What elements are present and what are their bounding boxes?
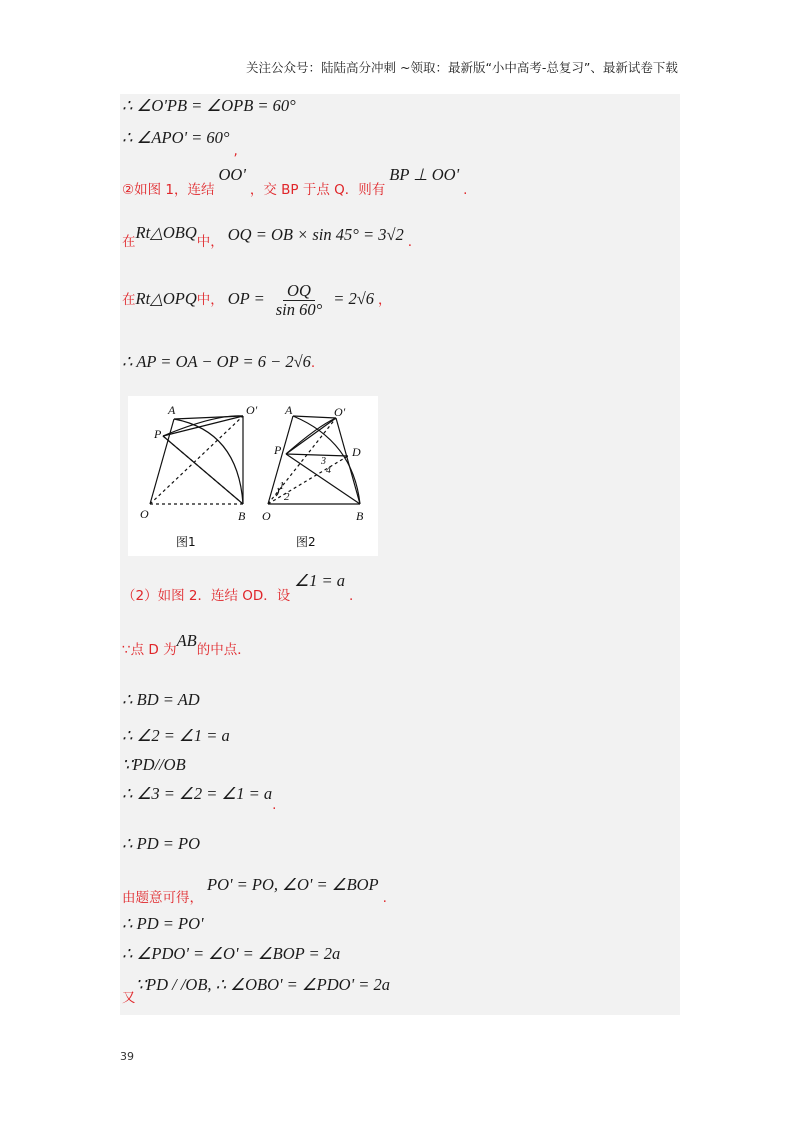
solution-body bbox=[120, 94, 680, 1015]
line-angle-apo bbox=[122, 128, 238, 159]
fig2-label-a: A bbox=[285, 403, 293, 417]
punct: . bbox=[382, 890, 387, 906]
fig2-label-2: 2 bbox=[284, 491, 290, 503]
line-angle-opb: ∴ ∠O'PB = ∠OPB = 60° bbox=[122, 96, 296, 115]
line-angle3 bbox=[122, 784, 277, 813]
line-connect-oo bbox=[122, 165, 468, 199]
math-rt-obq: Rt△OBQ bbox=[135, 223, 197, 242]
fig2-label-1: 1 bbox=[279, 480, 285, 492]
math-angle1: ∠1 = a bbox=[294, 571, 345, 590]
fig2-label-3: 3 bbox=[321, 456, 326, 467]
fig2-pd-line bbox=[286, 454, 348, 456]
geometry-figures bbox=[128, 396, 378, 556]
text: 又 bbox=[122, 990, 136, 1006]
fig2-ob-prime-line bbox=[336, 418, 360, 504]
line-rt-opq bbox=[122, 282, 392, 319]
fig1-arc-ab bbox=[174, 419, 243, 504]
fig1-pb-line bbox=[163, 436, 243, 504]
math-obo: ∵PD / /OB, ∴ ∠OBO' = ∠PDO' = 2a bbox=[135, 975, 391, 994]
line-connect-od bbox=[122, 571, 354, 605]
line-ap bbox=[122, 352, 315, 372]
text: ②如图 1，连结 bbox=[122, 182, 215, 198]
denominator: sin 60° bbox=[275, 300, 323, 319]
fig2-caption: 图2 bbox=[296, 535, 316, 549]
fig2-po-prime-line bbox=[286, 418, 336, 454]
math-op: OP = bbox=[227, 289, 265, 309]
math-oo: OO' bbox=[218, 165, 246, 184]
punct: . bbox=[272, 797, 277, 813]
punct: . bbox=[310, 355, 316, 371]
math-arc-ab: AB bbox=[176, 631, 197, 650]
text: ∵点 D 为 bbox=[122, 642, 177, 658]
text: （2）如图 2．连结 OD．设 bbox=[122, 588, 291, 604]
text: 由题意可得， bbox=[122, 890, 203, 906]
fig2-label-b: B bbox=[356, 509, 364, 523]
line-pd-po: ∴ PD = PO bbox=[122, 834, 200, 853]
math-oq: OQ = OB × sin 45° = 3√2 bbox=[227, 225, 404, 244]
line-given bbox=[122, 874, 387, 906]
punct: . bbox=[463, 182, 468, 198]
math-perp: BP ⊥ OO' bbox=[389, 165, 460, 184]
fig2-label-p: P bbox=[274, 443, 282, 457]
line-rt-obq bbox=[122, 223, 413, 251]
fraction-oq-sin60 bbox=[272, 282, 326, 319]
text: 中， bbox=[196, 234, 224, 250]
fig2-ao-line bbox=[293, 416, 336, 418]
math-result: = 2√6 bbox=[333, 289, 375, 309]
text: 中， bbox=[196, 292, 224, 309]
line-midpoint bbox=[122, 631, 251, 659]
fig1-label-p: P bbox=[154, 427, 162, 441]
fig1-label-o-prime: O' bbox=[246, 403, 258, 417]
page-number: 39 bbox=[120, 1050, 134, 1063]
text: ，交 BP 于点 Q．则有 bbox=[249, 182, 386, 198]
fig1-label-a: A bbox=[168, 403, 176, 417]
page-header: 关注公众号：陆陆高分冲刺 ~领取：最新版“小中高考-总复习”、最新试卷下载 bbox=[246, 60, 678, 75]
line-angle2: ∴ ∠2 = ∠1 = a bbox=[122, 726, 230, 745]
line-pd-po-prime: ∴ PD = PO' bbox=[122, 914, 204, 933]
text: 在 bbox=[122, 234, 136, 250]
line-obo bbox=[122, 974, 391, 1006]
fig1-label-b: B bbox=[238, 509, 246, 523]
fig1-caption: 图1 bbox=[176, 535, 196, 549]
numerator: OQ bbox=[283, 282, 315, 301]
math-angle3: ∴ ∠3 = ∠2 = ∠1 = a bbox=[122, 784, 273, 803]
math-rt-opq: Rt△OPQ bbox=[135, 289, 197, 309]
punct: ， bbox=[378, 292, 392, 309]
figure-panel bbox=[128, 396, 378, 556]
fig2-label-4: 4 bbox=[326, 465, 331, 476]
fig1-label-o: O bbox=[140, 507, 149, 521]
fig2-label-d: D bbox=[352, 445, 361, 459]
fig2-label-o-prime: O' bbox=[334, 405, 346, 419]
math-ap: ∴ AP = OA − OP = 6 − 2√6 bbox=[122, 352, 311, 371]
line-parallel: ∵PD//OB bbox=[122, 755, 186, 774]
math-apo: ∴ ∠APO' = 60° bbox=[122, 128, 230, 147]
fig1-oo-line bbox=[150, 416, 243, 504]
line-pdo: ∴ ∠PDO' = ∠O' = ∠BOP = 2a bbox=[122, 944, 341, 963]
punct: . bbox=[348, 588, 354, 604]
text: 的中点． bbox=[196, 642, 251, 658]
punct: . bbox=[407, 234, 413, 250]
math-po-prime: PO' = PO, ∠O' = ∠BOP bbox=[207, 875, 379, 894]
text: 在 bbox=[122, 292, 136, 309]
punct: , bbox=[233, 143, 238, 159]
fig2-label-o: O bbox=[262, 509, 271, 523]
line-bd-ad: ∴ BD = AD bbox=[122, 690, 200, 709]
